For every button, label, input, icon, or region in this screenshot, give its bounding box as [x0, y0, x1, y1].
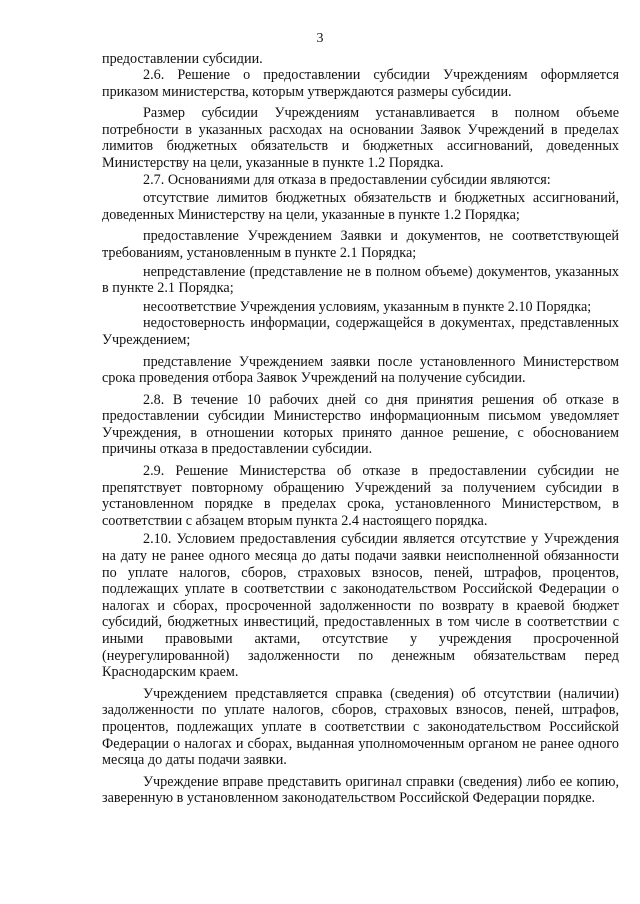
paragraph-2-7: 2.7. Основаниями для отказа в предоставлении субсидии являются:	[143, 171, 551, 188]
refusal-ground-limits: отсутствие лимитов бюджетных обязательств и бюджетных ассигнований, доведенных Министерству на цели, указанные в пункте 1.2 Порядка;	[102, 190, 619, 223]
paragraph-2-6: 2.6. Решение о предоставлении субсидии Учреждениям оформляется приказом министерства, которым утверждаются размеры субсидии.	[102, 67, 619, 100]
paragraph-2-9: 2.9. Решение Министерства об отказе в предоставлении субсидии не препятствует повторному обращению Учреждений за получением субсидии в установленном порядке в пределах срока, установленного Министерством, в соответствии с абзацем вторым пункта 2.4 настоящего порядка.	[102, 463, 619, 529]
paragraph-2-10: 2.10. Условием предоставления субсидии является отсутствие у Учреждения на дату не ранее одного месяца до даты подачи заявки неисполненной обязанности по уплате налогов, сборов, страховых взносов, пеней, штрафов, процентов, подлежащих уплате в соответствии с законодательством Российской Федерации о налогах и сборах, просроченной задолженности по возврату в краевой бюджет субсидий, бюджетных инвестиций, предоставленных в том числе в соответствии с иными правовыми актами, отсутствие у учреждения просроченной (неурегулированной) задолженности по денежным обязательствам перед Краснодарским краем.	[102, 531, 619, 681]
paragraph-continuation: предоставлении субсидии.	[102, 51, 263, 67]
paragraph-certificate-original: Учреждение вправе представить оригинал справки (сведения) либо ее копию, заверенную в установленном законодательством Российской Федерации порядке.	[102, 773, 619, 807]
paragraph-certificate: Учреждением представляется справка (сведения) об отсутствии (наличии) задолженности по уплате налогов, сборов, страховых взносов, пеней, штрафов, процентов, подлежащих уплате в соответствии с законодательством Российской Федерации о налогах и сборах, выданная уполномоченным органом не ранее одного месяца до даты подачи заявки.	[102, 685, 619, 769]
refusal-ground-unreliable: недостоверность информации, содержащейся в документах, представленных Учреждением;	[102, 315, 619, 348]
refusal-ground-incomplete: непредставление (представление не в полном объеме) документов, указанных в пункте 2.1 Порядка;	[102, 263, 619, 297]
page-number: 3	[316, 31, 324, 46]
paragraph-2-8: 2.8. В течение 10 рабочих дней со дня принятия решения об отказе в предоставлении субсидии Министерство информационным письмом уведомляет Учреждения, в отношении которых принято данное решение, с обоснованием причины отказа в предоставлении субсидии.	[102, 391, 619, 458]
refusal-ground-nonconforming: предоставление Учреждением Заявки и документов, не соответствующей требованиям, установленным в пункте 2.1 Порядка;	[102, 228, 619, 261]
paragraph-subsidy-size: Размер субсидии Учреждениям устанавливается в полном объеме потребности в указанных расходах на основании Заявок Учреждений в пределах лимитов бюджетных обязательств и бюджетных ассигнований, доведенных Министерству на цели, указанные в пункте 1.2 Порядка.	[102, 105, 619, 171]
refusal-ground-late: представление Учреждением заявки после установленного Министерством срока проведения отбора Заявок Учреждений на получение субсидии.	[102, 353, 619, 387]
refusal-ground-conditions: несоответствие Учреждения условиям, указанным в пункте 2.10 Порядка;	[143, 298, 592, 315]
document-body	[102, 51, 619, 807]
